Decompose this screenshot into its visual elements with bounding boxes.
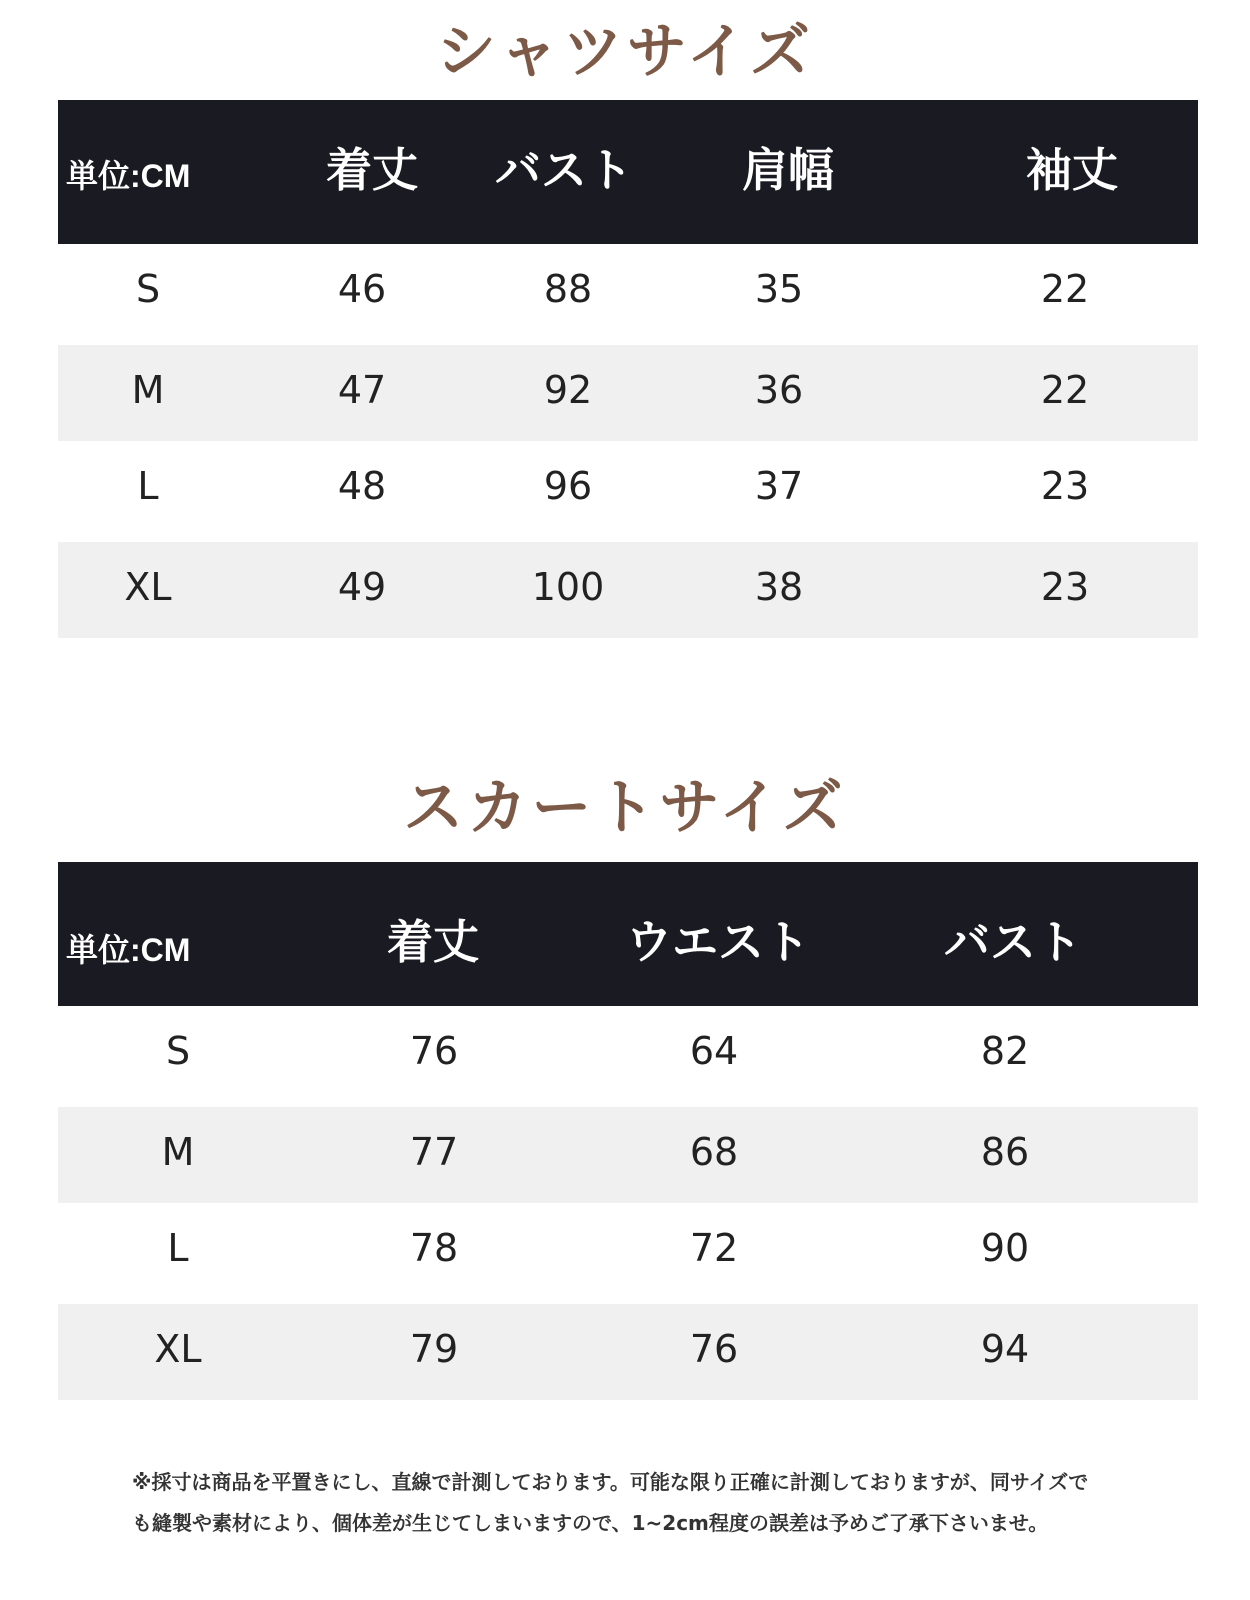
table-row-s	[58, 1006, 1198, 1102]
length-cell: 47	[337, 368, 387, 412]
size-cell: L	[167, 1226, 189, 1270]
size-cell: M	[161, 1130, 195, 1174]
length-cell: 76	[409, 1029, 459, 1073]
sleeve-length-cell: 22	[1040, 267, 1090, 311]
skirt-size-table	[58, 862, 1198, 1400]
length-cell: 48	[337, 464, 387, 508]
shirt-size-table	[58, 100, 1198, 638]
table-row-m	[58, 345, 1198, 441]
length-cell: 46	[337, 267, 387, 311]
header-shoulder-width: 肩幅	[742, 143, 834, 197]
bust-cell: 100	[531, 565, 605, 609]
length-cell: 77	[409, 1130, 459, 1174]
bust-cell: 82	[980, 1029, 1030, 1073]
table-row-s	[58, 244, 1198, 340]
size-cell: XL	[124, 565, 172, 609]
sleeve-length-cell: 23	[1040, 464, 1090, 508]
shirt-size-title: シャツサイズ	[436, 17, 814, 87]
waist-cell: 76	[689, 1327, 739, 1371]
shoulder-width-cell: 37	[754, 464, 804, 508]
bust-cell: 96	[543, 464, 593, 508]
shoulder-width-cell: 38	[754, 565, 804, 609]
shoulder-width-cell: 35	[754, 267, 804, 311]
sleeve-length-cell: 23	[1040, 565, 1090, 609]
unit-label: 単位:CM	[66, 158, 191, 194]
waist-cell: 64	[689, 1029, 739, 1073]
header-length: 着丈	[326, 143, 418, 197]
size-cell: L	[137, 464, 159, 508]
note-line: も縫製や素材により、個体差が生じてしまいますので、1~2cm程度の誤差は予めご了承下さいませ。	[132, 1511, 1049, 1535]
table-row-l	[58, 441, 1198, 537]
header-length: 着丈	[387, 915, 479, 969]
header-sleeve-length: 袖丈	[1026, 143, 1118, 197]
table-header	[58, 862, 1198, 1006]
bust-cell: 88	[543, 267, 593, 311]
header-bust: バスト	[495, 143, 633, 197]
table-row-xl	[58, 542, 1198, 638]
table-row-m	[58, 1107, 1198, 1203]
waist-cell: 68	[689, 1130, 739, 1174]
table-row-l	[58, 1203, 1198, 1299]
bust-cell: 86	[980, 1130, 1030, 1174]
skirt-size-title: スカートサイズ	[403, 773, 847, 843]
measurement-note	[132, 1462, 1142, 1544]
length-cell: 49	[337, 565, 387, 609]
note-line: ※採寸は商品を平置きにし、直線で計測しております。可能な限り正確に計測しておりますが、同サイズで	[132, 1470, 1089, 1494]
shoulder-width-cell: 36	[754, 368, 804, 412]
header-bust: バスト	[944, 915, 1082, 969]
bust-cell: 90	[980, 1226, 1030, 1270]
table-row-xl	[58, 1304, 1198, 1400]
size-cell: S	[135, 267, 161, 311]
table-header	[58, 100, 1198, 244]
length-cell: 78	[409, 1226, 459, 1270]
bust-cell: 94	[980, 1327, 1030, 1371]
length-cell: 79	[409, 1327, 459, 1371]
size-cell: XL	[154, 1327, 202, 1371]
size-cell: M	[131, 368, 165, 412]
unit-label: 単位:CM	[66, 932, 191, 968]
waist-cell: 72	[689, 1226, 739, 1270]
header-waist: ウエスト	[626, 915, 810, 969]
sleeve-length-cell: 22	[1040, 368, 1090, 412]
size-cell: S	[165, 1029, 191, 1073]
bust-cell: 92	[543, 368, 593, 412]
